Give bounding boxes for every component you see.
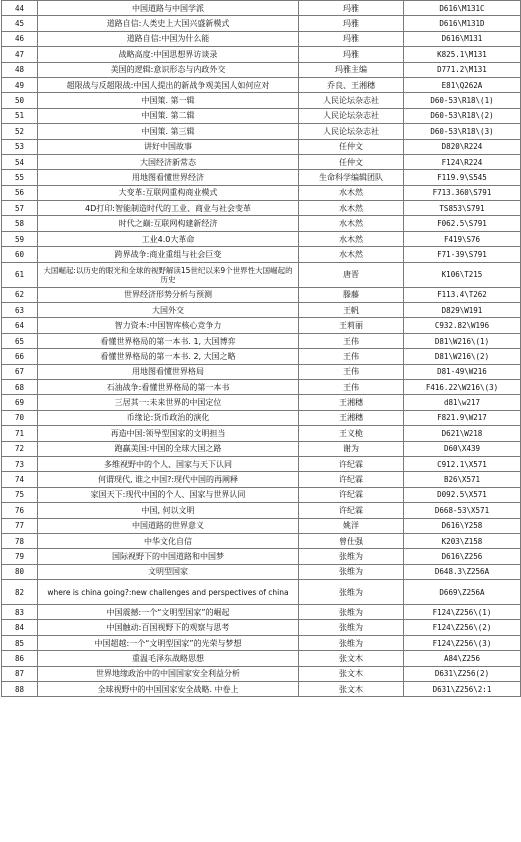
table-row [2, 201, 521, 216]
row-number: 84 [2, 620, 38, 635]
book-author: 王伟 [299, 364, 404, 379]
book-author: 水木然 [299, 247, 404, 262]
table-row [2, 62, 521, 77]
book-author: 任仲文 [299, 154, 404, 169]
row-number: 51 [2, 108, 38, 123]
table-row [2, 635, 521, 650]
row-number: 62 [2, 287, 38, 302]
table-row [2, 47, 521, 62]
book-title: 中国震撼:一个“文明型国家”的崛起 [38, 605, 299, 620]
book-title: 战略高度:中国思想界访谈录 [38, 47, 299, 62]
book-author: 水木然 [299, 185, 404, 200]
book-title: 中国触动:百国视野下的观察与思考 [38, 620, 299, 635]
book-author: 玛雅 [299, 31, 404, 46]
book-title: where is china going?:new challenges and perspectives of china [38, 580, 299, 605]
call-number: A84\Z256 [404, 651, 521, 666]
call-number: D829\W191 [404, 303, 521, 318]
book-title: 跑赢美国:中国的全球大国之路 [38, 441, 299, 456]
book-title: 何谓现代, 谁之中国?:现代中国的再阐释 [38, 472, 299, 487]
book-title: 币缘论:货币政治的演化 [38, 410, 299, 425]
table-row [2, 170, 521, 185]
book-title: 全球视野中的中国国家安全战略. 中卷上 [38, 682, 299, 697]
book-author: 张维为 [299, 605, 404, 620]
row-number: 73 [2, 456, 38, 471]
call-number: C932.82\W196 [404, 318, 521, 333]
table-row [2, 349, 521, 364]
call-number: D616\Y258 [404, 518, 521, 533]
row-number: 79 [2, 549, 38, 564]
book-author: 唐晋 [299, 262, 404, 287]
book-title: 国际视野下的中国道路和中国梦 [38, 549, 299, 564]
row-number: 83 [2, 605, 38, 620]
call-number: F113.4\T262 [404, 287, 521, 302]
book-author: 许纪霖 [299, 472, 404, 487]
call-number: D669\Z256A [404, 580, 521, 605]
call-number: D81\W216\(1) [404, 333, 521, 348]
call-number: K203\Z158 [404, 533, 521, 548]
table-row [2, 379, 521, 394]
book-title: 再造中国:领导型国家的文明担当 [38, 426, 299, 441]
book-title: 重温毛泽东战略思想 [38, 651, 299, 666]
call-number: TS853\S791 [404, 201, 521, 216]
table-row [2, 262, 521, 287]
table-row [2, 231, 521, 246]
row-number: 71 [2, 426, 38, 441]
call-number: D092.5\X571 [404, 487, 521, 502]
call-number: D616\M131D [404, 16, 521, 31]
book-author: 人民论坛杂志社 [299, 124, 404, 139]
book-author: 玛雅 [299, 47, 404, 62]
book-author: 许纪霖 [299, 503, 404, 518]
call-number: D81-49\W216 [404, 364, 521, 379]
book-author: 王帆 [299, 303, 404, 318]
table-row [2, 216, 521, 231]
table-row [2, 16, 521, 31]
book-author: 水木然 [299, 216, 404, 231]
call-number: E81\Q262A [404, 77, 521, 92]
book-title: 用地图看懂世界格局 [38, 364, 299, 379]
table-row [2, 303, 521, 318]
row-number: 74 [2, 472, 38, 487]
book-title: 中国, 何以文明 [38, 503, 299, 518]
row-number: 70 [2, 410, 38, 425]
book-author: 张文木 [299, 651, 404, 666]
book-author: 张文木 [299, 682, 404, 697]
book-title: 大变革:互联网重构商业模式 [38, 185, 299, 200]
book-title: 大国崛起:以历史的眼光和全球的视野解读15世纪以来9个世界性大国崛起的历史 [38, 262, 299, 287]
row-number: 88 [2, 682, 38, 697]
call-number: D820\R224 [404, 139, 521, 154]
book-title: 中国超越:一个“文明型国家”的光荣与梦想 [38, 635, 299, 650]
book-author: 曾仕强 [299, 533, 404, 548]
table-row [2, 666, 521, 681]
book-author: 人民论坛杂志社 [299, 93, 404, 108]
book-title: 中国策. 第三辑 [38, 124, 299, 139]
call-number: D648.3\Z256A [404, 564, 521, 579]
row-number: 47 [2, 47, 38, 62]
call-number: C912.1\X571 [404, 456, 521, 471]
table-row [2, 441, 521, 456]
call-number: D60\X439 [404, 441, 521, 456]
row-number: 65 [2, 333, 38, 348]
call-number: F124\Z256\(1) [404, 605, 521, 620]
book-title: 世界经济形势分析与预测 [38, 287, 299, 302]
book-author: 张维为 [299, 635, 404, 650]
table-row [2, 185, 521, 200]
book-author: 张维为 [299, 564, 404, 579]
table-row [2, 395, 521, 410]
row-number: 67 [2, 364, 38, 379]
call-number: F419\S76 [404, 231, 521, 246]
call-number: D60-53\R18\(2) [404, 108, 521, 123]
table-row [2, 287, 521, 302]
call-number: D60-53\R18\(1) [404, 93, 521, 108]
call-number: K825.1\M131 [404, 47, 521, 62]
row-number: 69 [2, 395, 38, 410]
row-number: 72 [2, 441, 38, 456]
table-row [2, 31, 521, 46]
book-author: 王莉丽 [299, 318, 404, 333]
table-row [2, 605, 521, 620]
row-number: 49 [2, 77, 38, 92]
table-row [2, 108, 521, 123]
table-row [2, 533, 521, 548]
book-author: 许纪霖 [299, 487, 404, 502]
call-number: d81\w217 [404, 395, 521, 410]
book-author: 许纪霖 [299, 456, 404, 471]
table-row [2, 318, 521, 333]
table-row [2, 456, 521, 471]
book-title: 世界地缘政治中的中国国家安全利益分析 [38, 666, 299, 681]
book-author: 任仲文 [299, 139, 404, 154]
call-number: D60-53\R18\(3) [404, 124, 521, 139]
table-row [2, 154, 521, 169]
table-row [2, 651, 521, 666]
row-number: 68 [2, 379, 38, 394]
book-author: 张维为 [299, 549, 404, 564]
book-author: 王伟 [299, 333, 404, 348]
table-row [2, 580, 521, 605]
call-number: F119.9\S545 [404, 170, 521, 185]
call-number: F71-39\S791 [404, 247, 521, 262]
book-author: 姚洋 [299, 518, 404, 533]
row-number: 58 [2, 216, 38, 231]
book-author: 玛雅 [299, 1, 404, 16]
book-author: 王伟 [299, 349, 404, 364]
book-author: 水木然 [299, 201, 404, 216]
book-title: 多维视野中的个人、国家与天下认同 [38, 456, 299, 471]
book-title: 三居其一:未来世界的中国定位 [38, 395, 299, 410]
row-number: 76 [2, 503, 38, 518]
row-number: 56 [2, 185, 38, 200]
row-number: 66 [2, 349, 38, 364]
table-row [2, 247, 521, 262]
row-number: 57 [2, 201, 38, 216]
row-number: 53 [2, 139, 38, 154]
row-number: 55 [2, 170, 38, 185]
row-number: 82 [2, 580, 38, 605]
row-number: 48 [2, 62, 38, 77]
book-title: 看懂世界格局的第一本书. 2, 大国之略 [38, 349, 299, 364]
table-row [2, 139, 521, 154]
call-number: F416.22\W216\(3) [404, 379, 521, 394]
call-number: D631\Z256(2) [404, 666, 521, 681]
call-number: F124\R224 [404, 154, 521, 169]
call-number: D81\W216\(2) [404, 349, 521, 364]
row-number: 50 [2, 93, 38, 108]
row-number: 44 [2, 1, 38, 16]
book-author: 王伟 [299, 379, 404, 394]
call-number: F062.5\S791 [404, 216, 521, 231]
row-number: 87 [2, 666, 38, 681]
row-number: 64 [2, 318, 38, 333]
row-number: 54 [2, 154, 38, 169]
row-number: 63 [2, 303, 38, 318]
table-row [2, 487, 521, 502]
book-title: 超限战与反超限战:中国人提出的新战争观美国人如何应对 [38, 77, 299, 92]
book-title: 中国策. 第一辑 [38, 93, 299, 108]
book-title: 石油战争:看懂世界格局的第一本书 [38, 379, 299, 394]
row-number: 61 [2, 262, 38, 287]
book-title: 用地图看懂世界经济 [38, 170, 299, 185]
book-author: 王义桅 [299, 426, 404, 441]
book-title: 跨界战争:商业重组与社会巨变 [38, 247, 299, 262]
book-author: 滕藤 [299, 287, 404, 302]
call-number: F821.9\W217 [404, 410, 521, 425]
book-list-table [1, 0, 521, 697]
book-author: 水木然 [299, 231, 404, 246]
table-row [2, 124, 521, 139]
row-number: 77 [2, 518, 38, 533]
book-title: 大国外交 [38, 303, 299, 318]
book-author: 玛雅主编 [299, 62, 404, 77]
book-author: 张维为 [299, 620, 404, 635]
call-number: D631\Z256\2:1 [404, 682, 521, 697]
book-title: 家国天下:现代中国的个人、国家与世界认同 [38, 487, 299, 502]
book-title: 时代之巅:互联网构建新经济 [38, 216, 299, 231]
call-number: D668-53\X571 [404, 503, 521, 518]
table-row [2, 549, 521, 564]
call-number: F713.360\S791 [404, 185, 521, 200]
table-row [2, 364, 521, 379]
call-number: D771.2\M131 [404, 62, 521, 77]
book-title: 4D打印:智能制造时代的工业、商业与社会变革 [38, 201, 299, 216]
row-number: 86 [2, 651, 38, 666]
book-title: 大国经济新常态 [38, 154, 299, 169]
book-author: 王湘穗 [299, 410, 404, 425]
row-number: 60 [2, 247, 38, 262]
row-number: 85 [2, 635, 38, 650]
row-number: 46 [2, 31, 38, 46]
call-number: F124\Z256\(3) [404, 635, 521, 650]
book-title: 中国道路与中国学派 [38, 1, 299, 16]
book-title: 美国的逻辑:意识形态与内政外交 [38, 62, 299, 77]
book-title: 工业4.0大革命 [38, 231, 299, 246]
row-number: 80 [2, 564, 38, 579]
table-row [2, 410, 521, 425]
book-title: 中华文化自信 [38, 533, 299, 548]
book-author: 谢为 [299, 441, 404, 456]
call-number: K106\T215 [404, 262, 521, 287]
call-number: D616\Z256 [404, 549, 521, 564]
table-row [2, 518, 521, 533]
call-number: D621\W218 [404, 426, 521, 441]
book-title: 智力资本:中国智库核心竞争力 [38, 318, 299, 333]
table-row [2, 426, 521, 441]
book-author: 玛雅 [299, 16, 404, 31]
table-row [2, 472, 521, 487]
book-title: 中国道路的世界意义 [38, 518, 299, 533]
book-title: 道路自信:中国为什么能 [38, 31, 299, 46]
call-number: F124\Z256\(2) [404, 620, 521, 635]
book-title: 道路自信:人类史上大国兴盛新模式 [38, 16, 299, 31]
book-list-body [2, 1, 521, 697]
call-number: B26\X571 [404, 472, 521, 487]
book-author: 乔良、王湘穗 [299, 77, 404, 92]
book-author: 人民论坛杂志社 [299, 108, 404, 123]
table-row [2, 620, 521, 635]
row-number: 59 [2, 231, 38, 246]
table-row [2, 564, 521, 579]
book-title: 讲好中国故事 [38, 139, 299, 154]
book-title: 看懂世界格局的第一本书. 1, 大国博弈 [38, 333, 299, 348]
row-number: 75 [2, 487, 38, 502]
row-number: 52 [2, 124, 38, 139]
table-row [2, 93, 521, 108]
book-author: 张文木 [299, 666, 404, 681]
book-author: 生命科学编辑团队 [299, 170, 404, 185]
book-title: 文明型国家 [38, 564, 299, 579]
call-number: D616\M131 [404, 31, 521, 46]
call-number: D616\M131C [404, 1, 521, 16]
table-row [2, 333, 521, 348]
book-title: 中国策. 第二辑 [38, 108, 299, 123]
table-row [2, 1, 521, 16]
row-number: 78 [2, 533, 38, 548]
book-author: 王湘穗 [299, 395, 404, 410]
table-row [2, 77, 521, 92]
book-author: 张维为 [299, 580, 404, 605]
table-row [2, 682, 521, 697]
row-number: 45 [2, 16, 38, 31]
table-row [2, 503, 521, 518]
